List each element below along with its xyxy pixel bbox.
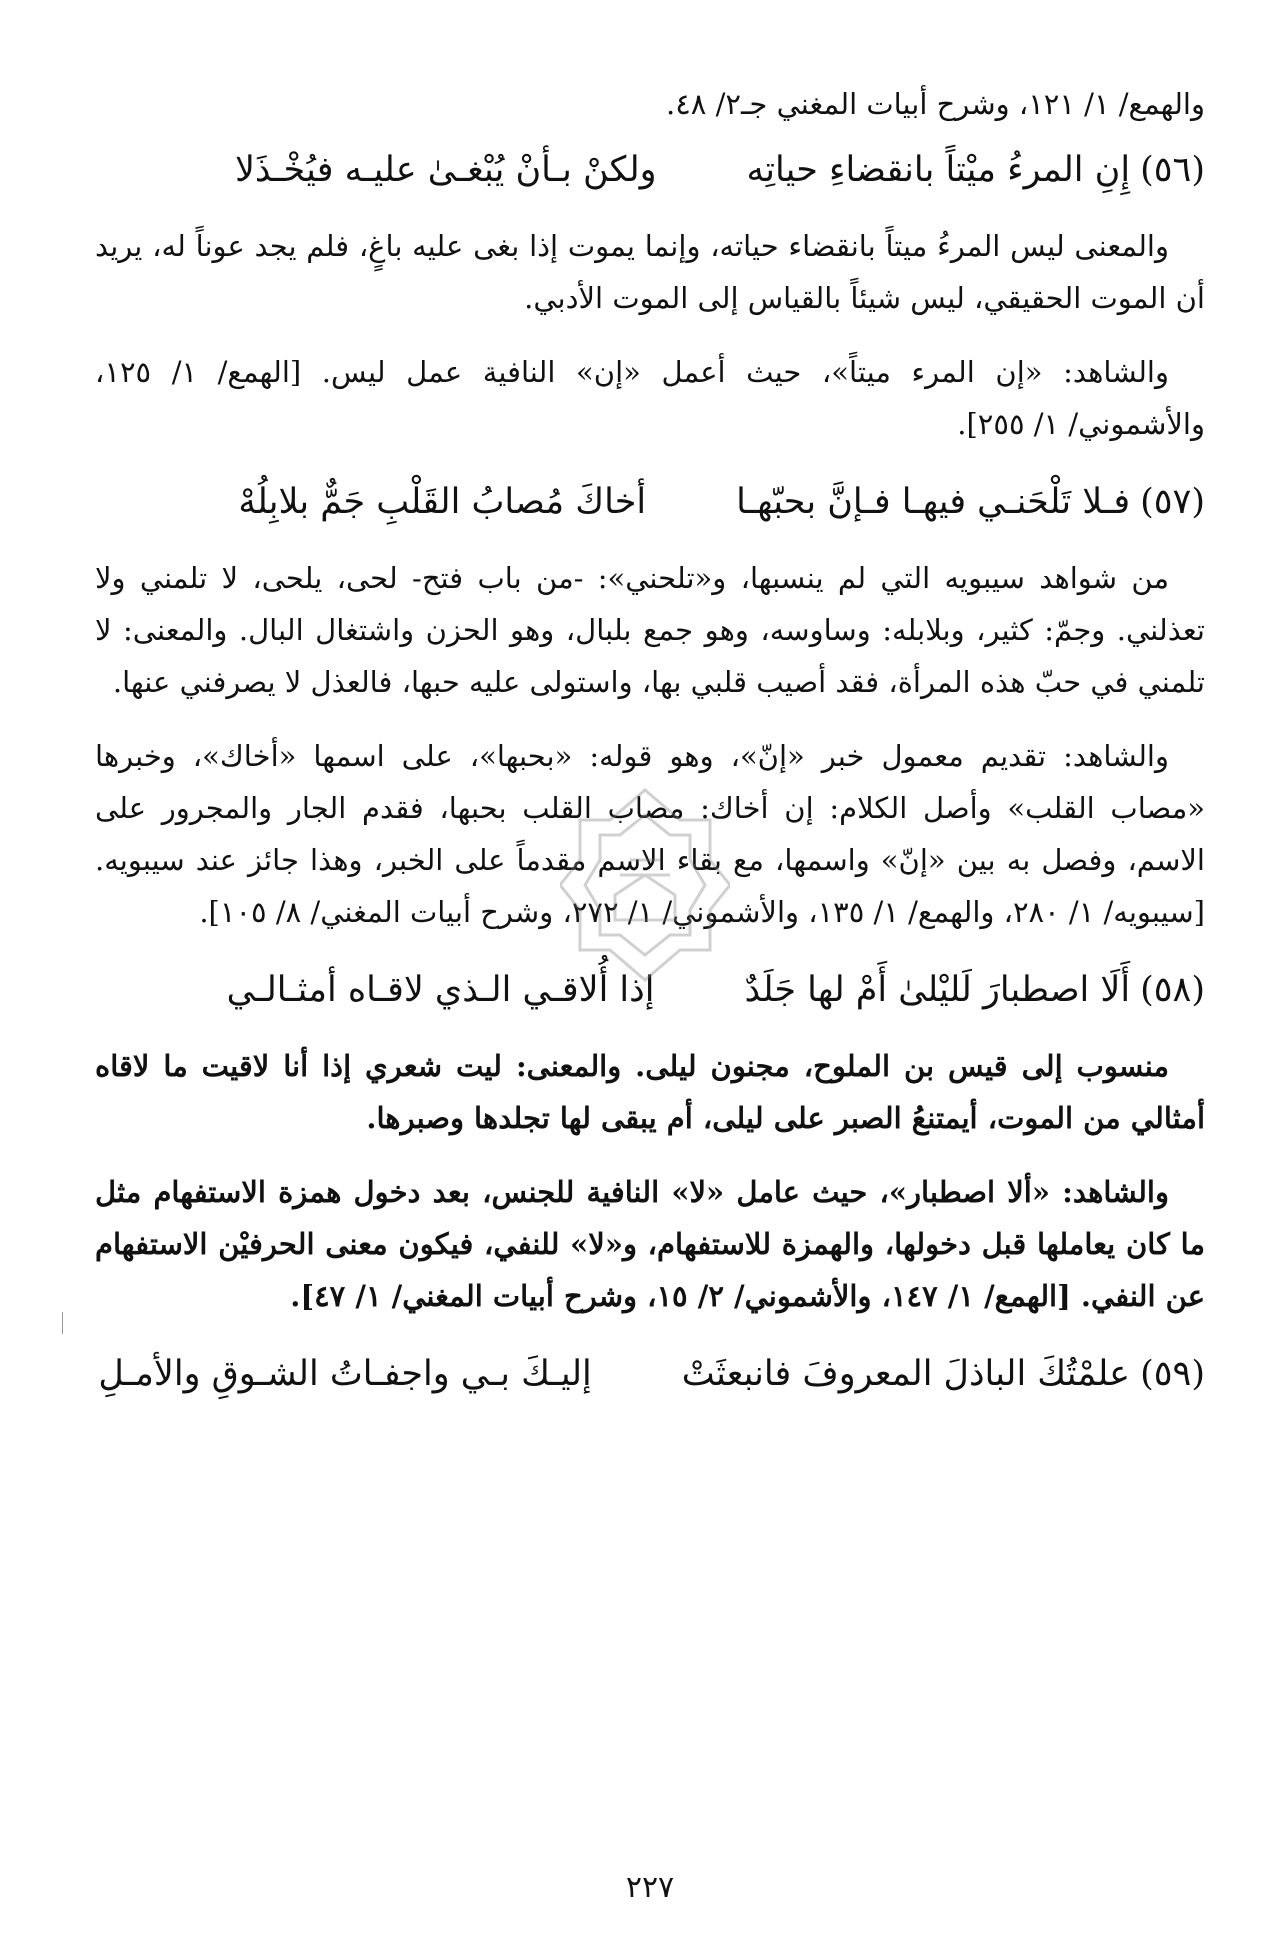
commentary-paragraph: من شواهد سيبويه التي لم ينسبها، و«تلحني»: -من باب فتح- لحى، يلحى، لا تلمني ولا تعذلني. وجمّ: كثير، وبلابله: وساوسه، وهو جمع بلبال، وهو الحزن واشتغال البال. والمعنى: لا تلمني في حبّ هذه المرأة، فقد أصيب قلبي بها، واستولى عليه حبها، فالعذل لا يصرفني عنها. [95, 561, 1205, 699]
verse-second-hemistich: إذا أُلاقـي الـذي لاقـاه أمثـالـي [226, 970, 655, 1010]
commentary-paragraph: والمعنى ليس المرءُ ميتاً بانقضاء حياته، وإنما يموت إذا بغى عليه باغٍ، فلم يجد عوناً له، يريد أن الموت الحقيقي، ليس شيئاً بالقياس إلى الموت الأدبي. [95, 229, 1205, 315]
verse-number: (٥٨) [1140, 970, 1205, 1010]
verse-59 [95, 1344, 1205, 1404]
commentary-paragraph: منسوب إلى قيس بن الملوح، مجنون ليلى. والمعنى: ليت شعري إذا أنا لاقيت ما لاقاه أمثالي من الموت، أيمتنعُ الصبر على ليلى، أم يبقى لها تجلدها وصبرها. [95, 1049, 1205, 1135]
verse-first-hemistich: إِنِ المرءُ ميْتاً بانقضاءِ حياتِه [746, 150, 1131, 190]
library-seal-icon [560, 780, 730, 990]
margin-mark [62, 1312, 63, 1334]
verse-second-hemistich: أخاكَ مُصابُ القَلْبِ جَمٌّ بلابِلُهْ [238, 482, 647, 522]
verse-first-hemistich: فـلا تَلْحَنـي فيهـا فـإنَّ بحبّهـا [736, 482, 1131, 522]
evidence-paragraph: والشاهد: تقديم معمول خبر «إنّ»، وهو قوله: «بحبها»، على اسمها «أخاك»، وخبرها «مصاب القلب» وأصل الكلام: إن أخاك: مصاب القلب بحبها، فقدم الجار والمجرور على الاسم، وفصل به بين «إنّ» واسمها، مع بقاء الاسم مقدماً على الخبر، وهذا جائز عند سيبويه. [سيبويه/ ١/ ٢٨٠، والهمع/ ١/ ١٣٥، والأشموني/ ١/ ٢٧٢، وشرح أبيات المغني/ ٨/ ١٠٥]. [95, 739, 1205, 929]
evidence-paragraph: والشاهد: «ألا اصطبار»، حيث عامل «لا» النافية للجنس، بعد دخول همزة الاستفهام مثل ما كان يعاملها قبل دخولها، والهمزة للاستفهام، و«لا» للنفي، فيكون معنى الحرفيْن الاستفهام عن النفي. [الهمع/ ١/ ١٤٧، والأشموني/ ٢/ ١٥، وشرح أبيات المغني/ ١/ ٤٧]. [95, 1175, 1205, 1313]
verse-57 [95, 472, 1205, 532]
evidence-paragraph: والشاهد: «إن المرء ميتاً»، حيث أعمل «إن» النافية عمل ليس. [الهمع/ ١/ ١٢٥، والأشموني/ ١/ ٢٥٥]. [95, 355, 1205, 441]
reference-line: والهمع/ ١/ ١٢١، وشرح أبيات المغني جـ٢/ ٤٨. [665, 87, 1205, 121]
verse-number: (٥٧) [1140, 482, 1205, 522]
verse-56 [95, 140, 1205, 200]
verse-number: (٥٩) [1140, 1354, 1205, 1394]
verse-first-hemistich: علمْتُكَ الباذلَ المعروفَ فانبعثَتْ [681, 1354, 1131, 1394]
verse-second-hemistich: إليـكَ بـي واجفـاتُ الشـوقِ والأمـلِ [98, 1354, 592, 1394]
verse-second-hemistich: ولكنْ بـأنْ يُبْغـىٰ عليـه فيُخْـذَلا [234, 150, 657, 190]
verse-number: (٥٦) [1140, 150, 1205, 190]
page-number: ٢٢٧ [625, 1870, 675, 1905]
book-page [95, 80, 1205, 1920]
verse-first-hemistich: أَلَا اصطبارَ لَليْلىٰ أَمْ لها جَلَدٌ [744, 970, 1131, 1010]
